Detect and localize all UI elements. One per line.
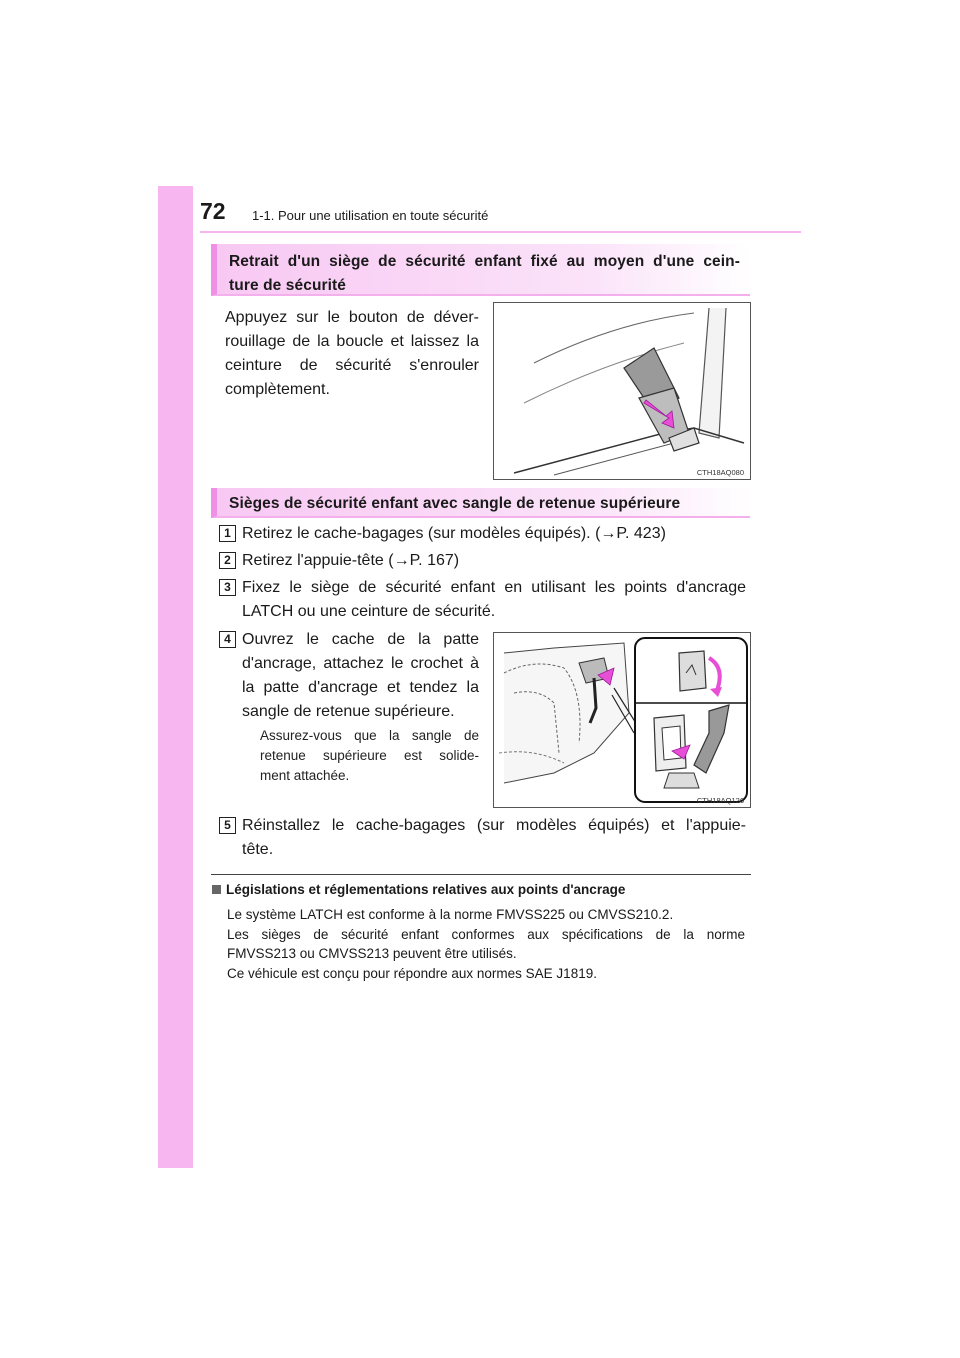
text-line: Appuyez sur le bouton de déver- <box>225 309 479 326</box>
text-line: tête. <box>242 841 274 858</box>
step-text-1: Retirez le cache-bagages (sur modèles équipés). (→P. 423) <box>242 525 666 542</box>
text-line: sangle de retenue supérieure. <box>242 703 455 720</box>
legislation-title <box>212 882 625 897</box>
step-number-4: 4 <box>219 631 236 648</box>
step-number-3: 3 <box>219 579 236 596</box>
text-line: ceinture de sécurité s'enrouler <box>225 357 479 374</box>
legislation-line: Ce véhicule est conçu pour répondre aux normes SAE J1819. <box>227 965 597 981</box>
legislation-body <box>227 905 745 983</box>
seat-belt-buckle-illustration <box>493 302 751 480</box>
section-title-removal <box>211 244 750 296</box>
section-title-line: Retrait d'un siège de sécurité enfant fixé au moyen d'une cein- <box>229 253 740 270</box>
step-text-4 <box>242 628 479 724</box>
legislation-line: Le système LATCH est conforme à la norme FMVSS225 ou CMVSS210.2. <box>227 907 674 922</box>
note-line: ment attachée. <box>260 768 350 783</box>
step-number-2: 2 <box>219 552 236 569</box>
text-line: Réinstallez le cache-bagages (sur modèles équipés) et l'appuie- <box>242 817 746 834</box>
chapter-title: 1-1. Pour une utilisation en toute sécurité <box>252 208 489 223</box>
text-line: Fixez le siège de sécurité enfant en utilisant les points d'ancrage <box>242 579 746 596</box>
step-number-5: 5 <box>219 817 236 834</box>
section-title-line: ture de sécurité <box>229 277 347 294</box>
text-line: Ouvrez le cache de la patte <box>242 631 479 648</box>
removal-instruction <box>225 306 479 402</box>
step-number-1: 1 <box>219 525 236 542</box>
text-line: d'ancrage, attachez le crochet à <box>242 655 479 672</box>
figure-code: CTH18AQ080 <box>696 468 744 477</box>
text-line: la patte d'ancrage et tendez la <box>242 679 479 696</box>
legislation-line: Les sièges de sécurité enfant conformes aux spécifications de la norme <box>227 926 745 942</box>
step-text-3 <box>242 576 746 624</box>
legislation-line: FMVSS213 ou CMVSS213 peuvent être utilisés. <box>227 946 517 961</box>
tether-anchor-illustration <box>493 632 751 808</box>
text-line: LATCH ou une ceinture de sécurité. <box>242 603 496 620</box>
anchor-drawing <box>494 633 750 807</box>
page-number: 72 <box>200 198 226 224</box>
buckle-drawing <box>494 303 750 479</box>
legislation-title-text: Législations et réglementations relatives aux points d'ancrage <box>226 882 626 897</box>
text-line: complètement. <box>225 381 330 398</box>
section-divider <box>211 874 751 875</box>
note-line: retenue supérieure est solide- <box>260 748 479 763</box>
step4-note <box>260 726 479 786</box>
text-line: rouillage de la boucle et laissez la <box>225 333 479 350</box>
figure-code: CTH18AQ126 <box>696 796 744 805</box>
note-line: Assurez-vous que la sangle de <box>260 728 479 743</box>
step-text-5 <box>242 814 746 862</box>
side-tab <box>158 186 193 1168</box>
header-divider <box>200 231 801 233</box>
section-title-tether: Sièges de sécurité enfant avec sangle de retenue supérieure <box>211 488 750 518</box>
square-bullet-icon <box>212 885 221 894</box>
step-text-2: Retirez l'appuie-tête (→P. 167) <box>242 552 460 569</box>
